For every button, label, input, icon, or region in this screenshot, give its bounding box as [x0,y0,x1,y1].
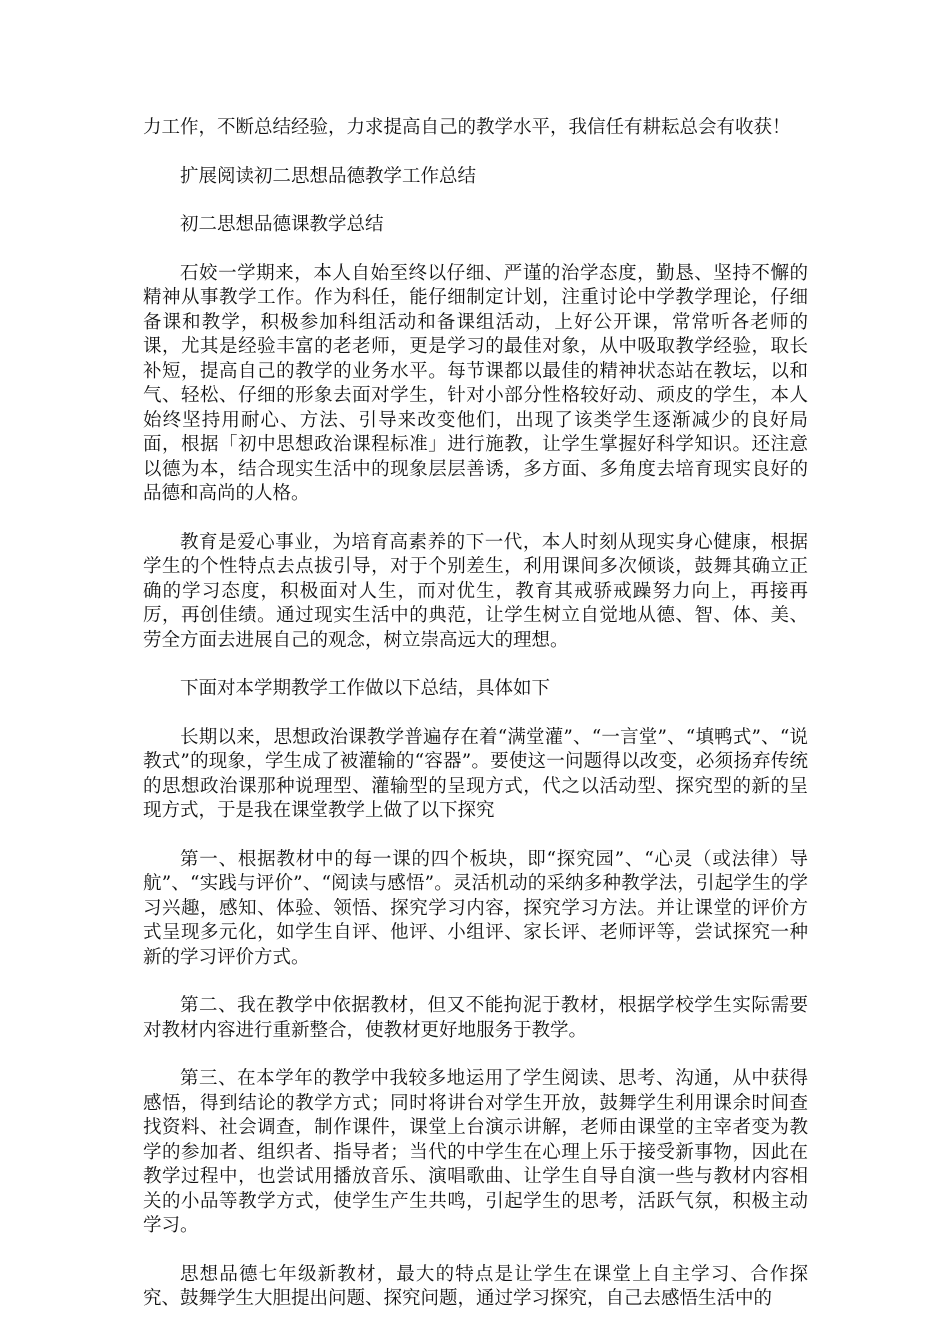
paragraph: 第二、我在教学中依据教材，但又不能拘泥于教材，根据学校学生实际需要对教材内容进行重新整合，使教材更好地服务于教学。 [143,995,808,1041]
section-title: 初二思想品德课教学总结 [180,214,384,235]
paragraph-continuation: 力工作，不断总结经验，力求提高自己的教学水平，我信任有耕耘总会有收获！ [143,117,791,138]
paragraph: 第三、在本学年的教学中我较多地运用了学生阅读、思考、沟通，从中获得感悟，得到结论的教学方式；同时将讲台对学生开放，鼓舞学生利用课余时间查找资料、社会调查，制作课件，课堂上台演示讲解，老师由课堂的主宰者变为教学的参加者、组织者、指导者；当代的中学生在心理上乐于接受新事物，因此在教学过程中，也尝试用播放音乐、演唱歌曲、让学生自导自演一些与教材内容相关的小品等教学方式，使学生产生共鸣，引起学生的思考，活跃气氛，积极主动学习。 [143,1068,808,1236]
paragraph: 下面对本学期教学工作做以下总结，具体如下 [180,678,551,699]
paragraph: 石姣一学期来，本人自始至终以仔细、严谨的治学态度，勤恳、坚持不懈的精神从事教学工作。作为科任，能仔细制定计划，注重讨论中学教学理论，仔细备课和教学，积极参加科组活动和备课组活动，上好公开课，常常听各老师的课，尤其是经验丰富的老老师，更是学习的最佳对象，从中吸取教学经验，取长补短，提高自己的教学的业务水平。每节课都以最佳的精神状态站在教坛，以和气、轻松、仔细的形象去面对学生，针对小部分性格较好动、顽皮的学生，本人始终坚持用耐心、方法、引导来改变他们，出现了该类学生逐渐减少的良好局面，根据「初中思想政治课程标准」进行施教，让学生掌握好科学知识。还注意以德为本，结合现实生活中的现象层层善诱，多方面、多角度去培育现实良好的品德和高尚的人格。 [143,262,808,504]
paragraph: 教育是爱心事业，为培育高素养的下一代，本人时刻从现实身心健康，根据学生的个性特点去点拔引导，对于个别差生，利用课间多次倾谈，鼓舞其确立正确的学习态度，积极面对人生，而对优生，教育其戒骄戒躁努力向上，再接再厉，再创佳绩。通过现实生活中的典范，让学生树立自觉地从德、智、体、美、劳全方面去进展自己的观念，树立崇高远大的理想。 [143,531,808,651]
paragraph: 思想品德七年级新教材，最大的特点是让学生在课堂上自主学习、合作探究、鼓舞学生大胆提出问题、探究问题，通过学习探究，自己去感悟生活中的 [143,1263,808,1309]
document-body [143,116,808,1336]
paragraph: 第一、根据教材中的每一课的四个板块，即“探究园”、“心灵（或法律）导航”、“实践与评价”、“阅读与感悟”。灵活机动的采纳多种教学法，引起学生的学习兴趣，感知、体验、领悟、探究学习内容，探究学习方法。并让课堂的评价方式呈现多元化，如学生自评、他评、小组评、家长评、老师评等，尝试探究一种新的学习评价方式。 [143,848,808,968]
extended-reading-heading: 扩展阅读初二思想品德教学工作总结 [180,165,477,187]
paragraph: 长期以来，思想政治课教学普遍存在着“满堂灌”、“一言堂”、“填鸭式”、“说教式”的现象，学生成了被灌输的“容器”。要使这一问题得以改变，必须扬弃传统的思想政治课那种说理型、灌输型的呈现方式，代之以活动型、探究型的新的呈现方式，于是我在课堂教学上做了以下探究 [143,726,808,821]
